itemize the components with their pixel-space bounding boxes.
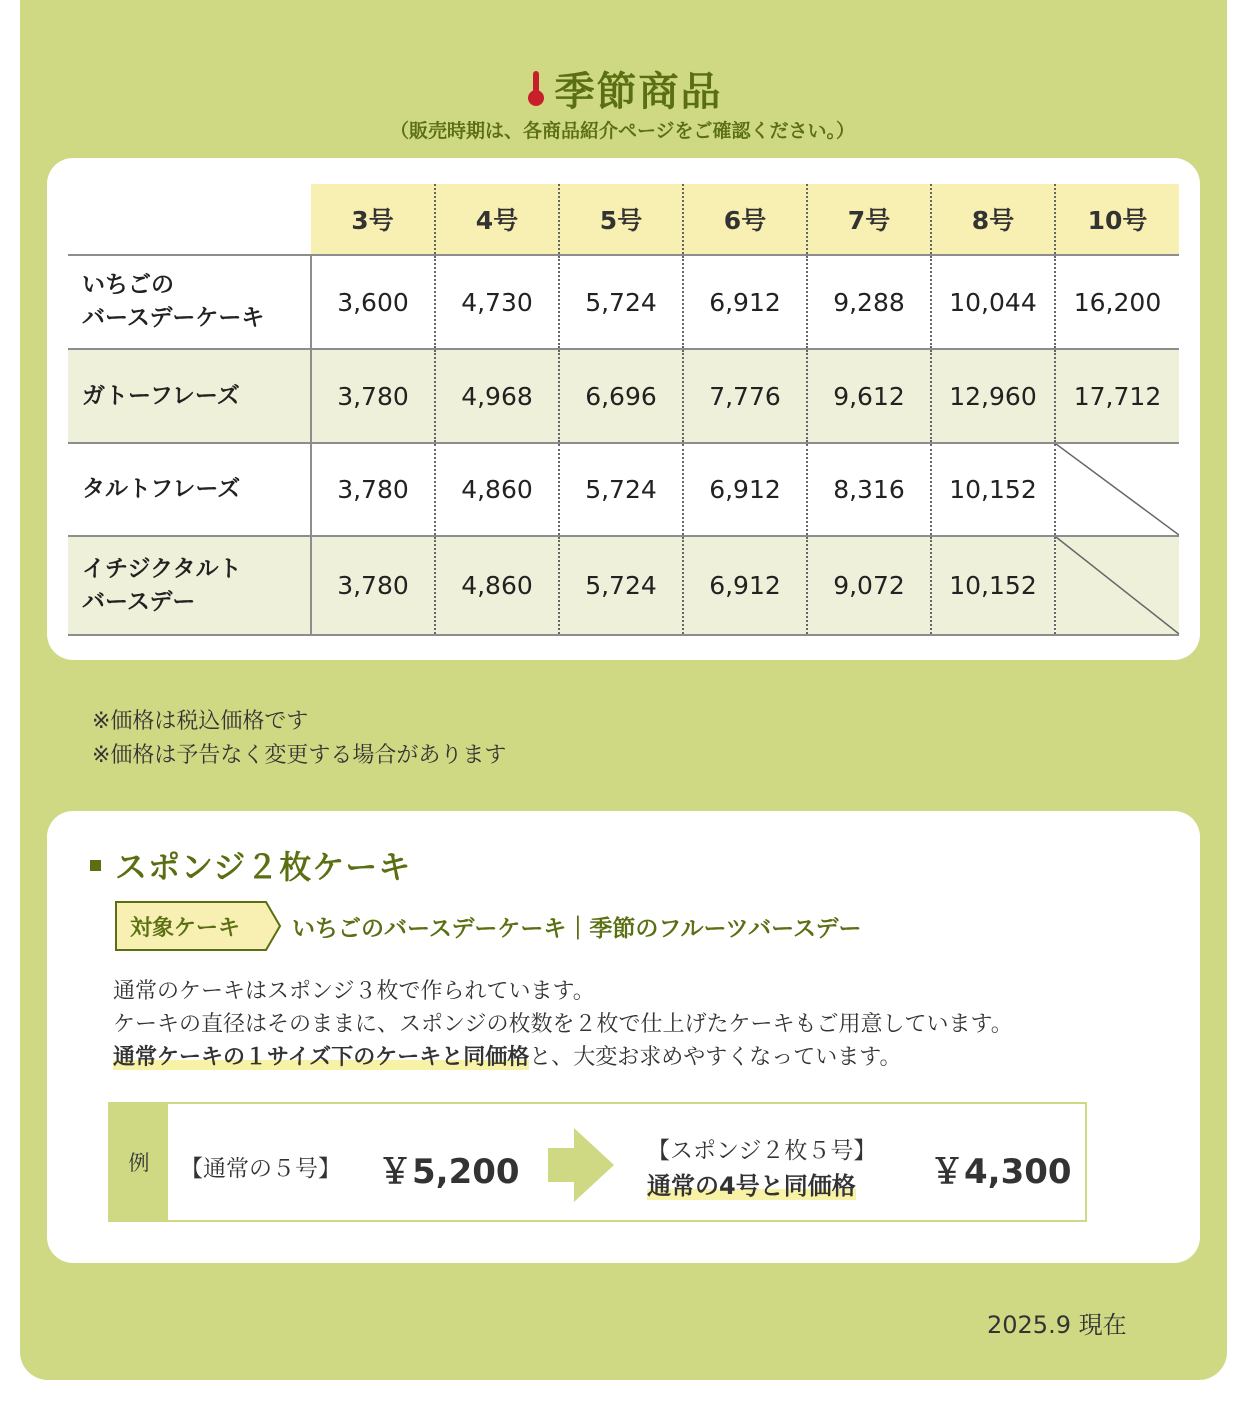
- highlight-text: 通常ケーキの１サイズ下のケーキと同価格: [113, 1045, 530, 1070]
- price-cell: 16,200: [1055, 255, 1179, 349]
- price-cell: 7,776: [683, 349, 807, 443]
- sponge-cake-price: ￥4,300: [930, 1152, 1072, 1192]
- table-header-row: [68, 184, 1179, 255]
- sponge-title-text: スポンジ２枚ケーキ: [115, 848, 412, 886]
- target-cakes: [114, 900, 861, 952]
- cake-name-line: イチジクタルト: [82, 555, 242, 582]
- as-of-date: 2025.9 現在: [987, 1311, 1127, 1339]
- target-tag: [114, 900, 282, 952]
- price-cell: 6,696: [559, 349, 683, 443]
- price-cell: 4,730: [435, 255, 559, 349]
- header-blank: [68, 184, 311, 255]
- price-example-box: [108, 1102, 1087, 1222]
- price-cell: 10,152: [931, 536, 1055, 635]
- thermometer-icon: [523, 69, 549, 109]
- price-cell: 9,072: [807, 536, 931, 635]
- size-header: 5号: [559, 184, 683, 255]
- price-cell: 9,612: [807, 349, 931, 443]
- price-cell: 5,724: [559, 255, 683, 349]
- normal-cake-label: 【通常の５号】: [180, 1156, 341, 1182]
- price-cell: 3,780: [311, 349, 435, 443]
- description-line: ケーキの直径はそのままに、スポンジの枚数を２枚で仕上げたケーキもご用意しています。: [113, 1012, 1013, 1037]
- price-cell: 6,912: [683, 443, 807, 536]
- size-header: 4号: [435, 184, 559, 255]
- cake-name-line: いちごの: [82, 272, 174, 298]
- price-cell: 8,316: [807, 443, 931, 536]
- table-row: [68, 443, 1179, 536]
- page-subtitle: （販売時期は、各商品紹介ページをご確認ください。）: [389, 120, 856, 142]
- description-line: [113, 1041, 1013, 1074]
- page-title: [523, 60, 723, 117]
- cake-name: [68, 536, 311, 635]
- target-label: 対象ケーキ: [130, 916, 241, 941]
- price-cell: 10,044: [931, 255, 1055, 349]
- description-tail: と、大変お求めやすくなっています。: [529, 1045, 902, 1070]
- square-bullet-icon: [90, 860, 101, 871]
- table-row: [68, 349, 1179, 443]
- description-line: 通常のケーキはスポンジ３枚で作られています。: [113, 979, 595, 1004]
- price-cell: 12,960: [931, 349, 1055, 443]
- page-header: [0, 60, 1245, 117]
- cake-name-line: バースデーケーキ: [82, 305, 265, 331]
- page-title-text: 季節商品: [554, 69, 723, 115]
- sponge-cake-note: [647, 1166, 856, 1201]
- sponge-section-title: [90, 842, 411, 888]
- note-line: ※価格は予告なく変更する場合があります: [92, 743, 507, 768]
- size-header: 7号: [807, 184, 931, 255]
- note-line: ※価格は税込価格です: [92, 709, 309, 734]
- example-label: 例: [110, 1104, 168, 1220]
- size-header: 8号: [931, 184, 1055, 255]
- price-cell: 9,288: [807, 255, 931, 349]
- slash-mark: [1056, 537, 1179, 634]
- price-cell: 3,780: [311, 536, 435, 635]
- slash-mark: [1056, 444, 1179, 535]
- price-cell: 17,712: [1055, 349, 1179, 443]
- price-cell: 3,600: [337, 287, 409, 317]
- price-notes: [92, 705, 506, 773]
- price-cell: 4,860: [435, 443, 559, 536]
- price-cell: 3,780: [337, 475, 409, 504]
- size-header: 6号: [683, 184, 807, 255]
- cake-name: タルトフレーズ: [68, 443, 311, 536]
- table-row: [68, 536, 1179, 635]
- price-cell: 6,912: [683, 536, 807, 635]
- price-cell: 5,724: [559, 536, 683, 635]
- highlight-text: 通常の4号と同価格: [647, 1172, 856, 1200]
- arrow-right-icon: [548, 1128, 614, 1206]
- cake-name: [68, 255, 311, 349]
- cake-name: ガトーフレーズ: [68, 349, 311, 443]
- size-header: 3号: [311, 184, 435, 255]
- sponge-cake-label: 【スポンジ２枚５号】: [647, 1138, 877, 1164]
- sponge-description: [113, 975, 1013, 1074]
- table-row: [68, 255, 1179, 349]
- size-header: 10号: [1055, 184, 1179, 255]
- unavailable-cell: [1055, 536, 1179, 635]
- cake-name-line: バースデー: [82, 588, 196, 615]
- price-cell: 4,968: [435, 349, 559, 443]
- price-cell: 5,724: [559, 443, 683, 536]
- price-cell: 6,912: [683, 255, 807, 349]
- normal-cake-price: ￥5,200: [378, 1152, 520, 1192]
- unavailable-cell: [1055, 443, 1179, 536]
- target-cake-list: いちごのバースデーケーキ｜季節のフルーツバースデー: [292, 915, 862, 942]
- price-cell: 4,860: [435, 536, 559, 635]
- price-cell: 10,152: [931, 443, 1055, 536]
- price-table: [68, 184, 1179, 636]
